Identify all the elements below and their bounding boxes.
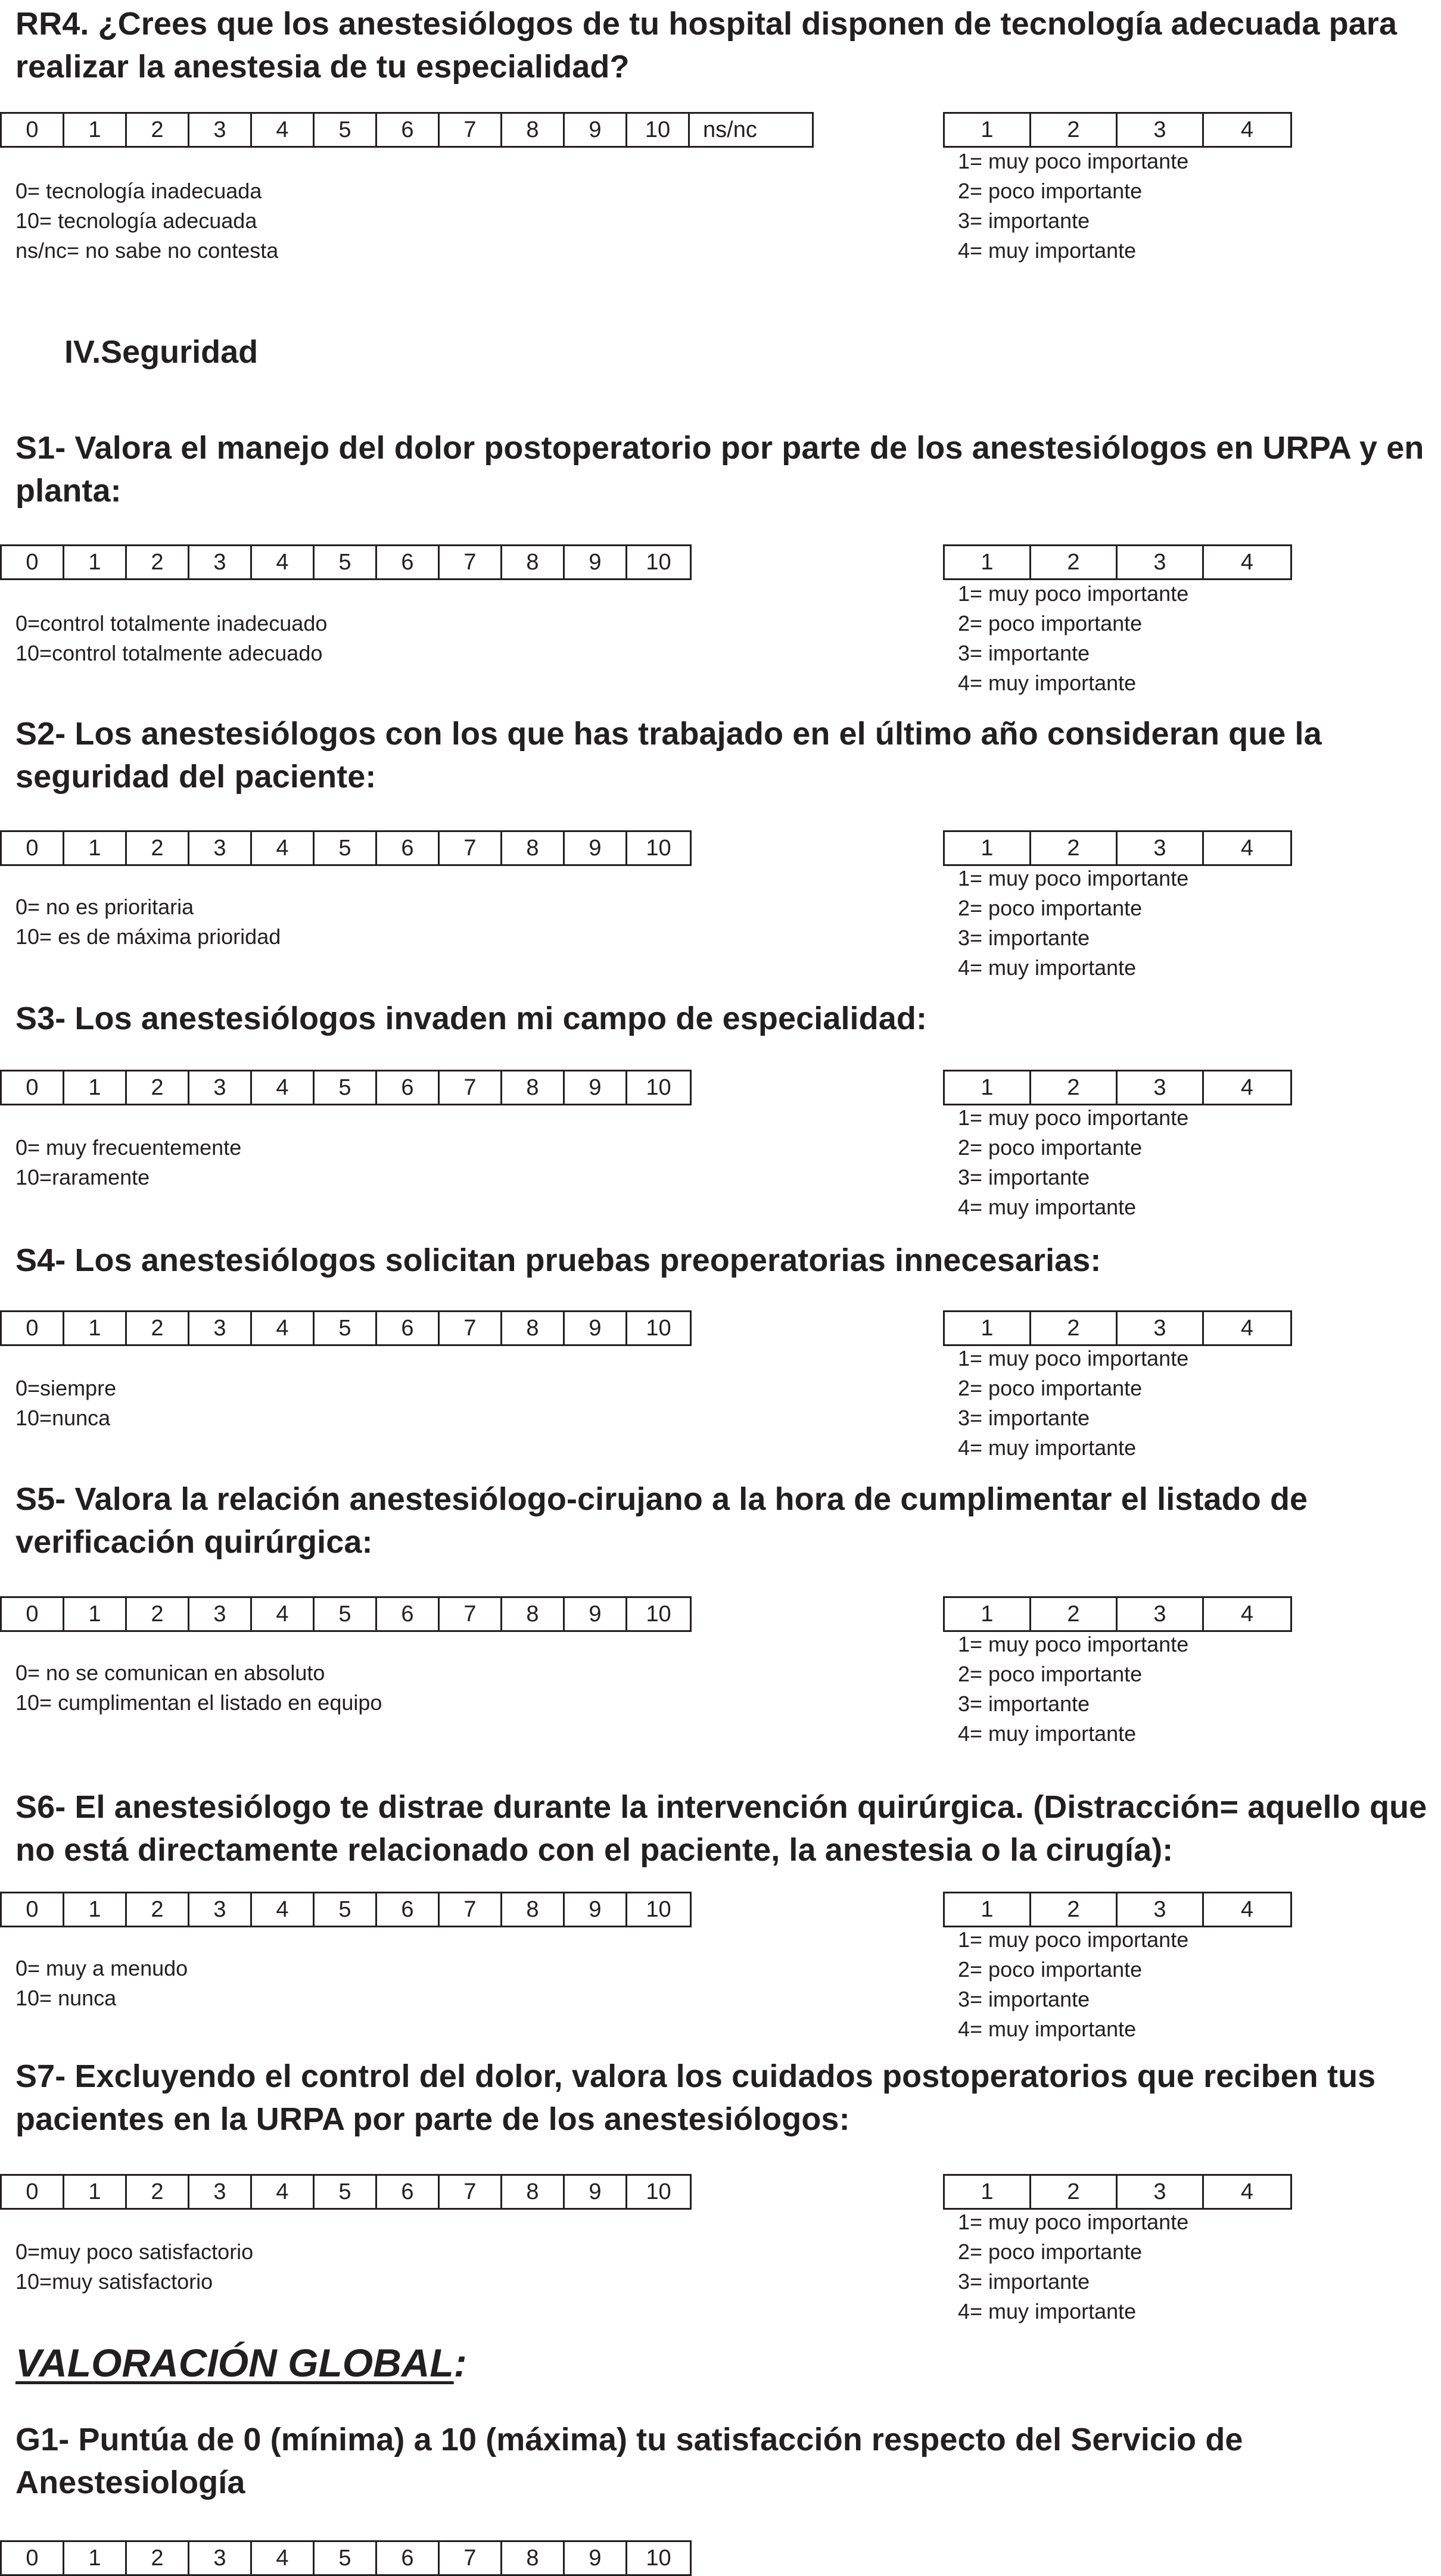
scale-option[interactable]: 2 [1031, 114, 1118, 146]
global-heading-text: VALORACIÓN GLOBAL [15, 2341, 454, 2385]
s3-score-scale [0, 1070, 692, 1105]
scale-option[interactable]: 2 [127, 1312, 189, 1344]
scale-option[interactable]: 4 [252, 2176, 315, 2208]
legend-line: 10=muy satisfactorio [15, 2269, 213, 2294]
scale-option[interactable]: 4 [252, 114, 315, 146]
scale-option[interactable]: 0 [2, 832, 64, 864]
scale-option[interactable]: 2 [1031, 832, 1118, 864]
scale-option[interactable]: 10 [646, 1897, 671, 1922]
scale-option[interactable]: 7 [440, 1893, 502, 1926]
scale-option[interactable]: 5 [315, 2542, 377, 2574]
legend-line: 10= cumplimentan el listado en equipo [15, 1690, 382, 1715]
question-s7: S7- Excluyendo el control del dolor, valora los cuidados postoperatorios que reciben tus pacientes en la URPA por parte de los anestesiólogos: [15, 2058, 1376, 2137]
legend-line: 3= importante [958, 926, 1090, 950]
s3-importance-scale [943, 1070, 1292, 1105]
legend-line: 2= poco importante [958, 1376, 1143, 1400]
scale-option[interactable]: 0 [2, 1312, 64, 1344]
scale-option[interactable]: 6 [377, 2542, 440, 2574]
scale-option[interactable]: 4 [1240, 1602, 1254, 1627]
s1-importance-legend [958, 579, 1188, 698]
legend-line: 10= es de máxima prioridad [15, 924, 281, 949]
scale-option[interactable]: 4 [1240, 1897, 1254, 1922]
scale-option[interactable]: 5 [315, 1071, 377, 1104]
scale-option[interactable]: 7 [440, 114, 502, 146]
scale-option[interactable]: 8 [502, 1598, 565, 1630]
legend-line: 2= poco importante [958, 611, 1143, 636]
scale-option[interactable]: 10 [646, 2179, 671, 2204]
legend-line: 2= poco importante [958, 1662, 1143, 1686]
legend-line: 10=nunca [15, 1406, 111, 1430]
legend-line: 4= muy importante [958, 238, 1137, 263]
scale-option[interactable]: 5 [315, 1893, 377, 1926]
legend-line: 2= poco importante [958, 1135, 1143, 1160]
scale-option[interactable]: 3 [189, 2542, 252, 2574]
scale-option[interactable]: 9 [565, 2542, 627, 2574]
s6-score-legend [15, 1954, 188, 2013]
scale-option[interactable]: 1 [64, 2176, 127, 2208]
scale-option[interactable]: 9 [565, 1071, 627, 1104]
scale-option[interactable]: 3 [189, 1598, 252, 1630]
legend-line: 1= muy poco importante [958, 149, 1189, 173]
section-heading-seguridad: IV.Seguridad [64, 334, 259, 370]
scale-option-nsnc[interactable]: ns/nc [703, 117, 757, 142]
scale-option[interactable]: 4 [252, 1893, 315, 1926]
scale-option[interactable]: 4 [252, 832, 315, 864]
s3-score-legend [15, 1133, 241, 1192]
scale-option[interactable]: 2 [127, 546, 189, 578]
scale-option[interactable]: 7 [440, 1071, 502, 1104]
legend-line: 3= importante [958, 641, 1090, 665]
scale-option[interactable]: 3 [189, 832, 252, 864]
scale-option[interactable]: 1 [945, 1893, 1031, 1926]
scale-option[interactable]: 6 [377, 1598, 440, 1630]
scale-option[interactable]: 1 [945, 2176, 1031, 2208]
scale-option[interactable]: 3 [1118, 1071, 1204, 1104]
scale-option[interactable]: 3 [1118, 114, 1204, 146]
scale-option[interactable]: 2 [1031, 1071, 1118, 1104]
scale-option[interactable]: 2 [127, 1893, 189, 1926]
scale-option[interactable]: 5 [315, 1598, 377, 1630]
scale-option[interactable]: 2 [1031, 1312, 1118, 1344]
scale-option[interactable]: 1 [945, 832, 1031, 864]
scale-option[interactable]: 9 [565, 1312, 627, 1344]
scale-option[interactable]: 9 [565, 1893, 627, 1926]
scale-option[interactable]: 6 [377, 546, 440, 578]
scale-option[interactable]: 2 [1031, 1598, 1118, 1630]
s1-score-scale [0, 544, 692, 580]
scale-option[interactable]: 9 [565, 1598, 627, 1630]
scale-option[interactable]: 10 [646, 836, 671, 861]
scale-option[interactable]: 3 [189, 1071, 252, 1104]
scale-option[interactable]: 6 [377, 1312, 440, 1344]
scale-option[interactable]: 4 [1240, 1075, 1254, 1100]
s4-importance-legend [958, 1344, 1188, 1463]
legend-line: 0= no se comunican en absoluto [15, 1661, 325, 1685]
scale-option[interactable]: 7 [440, 1598, 502, 1630]
s7-importance-scale [943, 2174, 1292, 2210]
scale-option[interactable]: 4 [252, 1071, 315, 1104]
question-rr4: RR4. ¿Crees que los anestesiólogos de tu hospital disponen de tecnología adecuada para realizar la anestesia de tu especialidad? [15, 6, 1398, 85]
legend-line: 4= muy importante [958, 671, 1137, 695]
scale-option[interactable]: 4 [252, 1598, 315, 1630]
scale-option[interactable]: 3 [1118, 546, 1204, 578]
scale-option[interactable]: 6 [377, 1893, 440, 1926]
scale-option[interactable]: 3 [189, 1893, 252, 1926]
legend-line: 4= muy importante [958, 955, 1137, 980]
s2-score-scale [0, 830, 692, 866]
scale-option[interactable]: 3 [1118, 1893, 1204, 1926]
legend-line: 1= muy poco importante [958, 2210, 1189, 2234]
scale-option[interactable]: 9 [565, 546, 627, 578]
scale-option[interactable]: 3 [1118, 1598, 1204, 1630]
question-s5: S5- Valora la relación anestesiólogo-cirujano a la hora de cumplimentar el listado de verificación quirúrgica: [15, 1481, 1308, 1560]
scale-option[interactable]: 0 [2, 1071, 64, 1104]
scale-option[interactable]: 7 [440, 546, 502, 578]
question-s2: S2- Los anestesiólogos con los que has trabajado en el último año consideran que la seguridad del paciente: [15, 716, 1322, 795]
scale-option[interactable]: 9 [565, 114, 627, 146]
s7-score-legend [15, 2237, 253, 2297]
scale-option[interactable]: 1 [64, 1893, 127, 1926]
s2-importance-legend [958, 864, 1188, 983]
scale-option[interactable]: 1 [945, 1071, 1031, 1104]
scale-option[interactable]: 4 [1240, 117, 1254, 142]
rr4-score-scale [0, 112, 814, 148]
scale-option[interactable]: 4 [252, 2542, 315, 2574]
legend-line: 10=raramente [15, 1165, 150, 1189]
s4-importance-scale [943, 1310, 1292, 1346]
s1-score-legend [15, 609, 327, 668]
scale-option[interactable]: 6 [377, 2176, 440, 2208]
scale-option[interactable]: 0 [2, 1893, 64, 1926]
s7-importance-legend [958, 2207, 1188, 2326]
scale-option[interactable]: 8 [502, 546, 565, 578]
scale-option[interactable]: 0 [2, 2176, 64, 2208]
s4-score-legend [15, 1373, 116, 1433]
scale-option[interactable]: 1 [64, 1312, 127, 1344]
scale-option[interactable]: 10 [646, 2546, 671, 2571]
legend-line: 0= tecnología inadecuada [15, 179, 262, 203]
scale-option[interactable]: 0 [2, 114, 64, 146]
scale-option[interactable]: 2 [127, 2176, 189, 2208]
legend-line: 1= muy poco importante [958, 1927, 1189, 1952]
scale-option[interactable]: 2 [1031, 2176, 1118, 2208]
scale-option[interactable]: 4 [1240, 2179, 1254, 2204]
scale-option[interactable]: 5 [315, 832, 377, 864]
scale-option[interactable]: 2 [127, 1071, 189, 1104]
scale-option[interactable]: 8 [502, 832, 565, 864]
scale-option[interactable]: 3 [1118, 832, 1204, 864]
scale-option[interactable]: 0 [2, 2542, 64, 2574]
scale-option[interactable]: 1 [945, 114, 1031, 146]
scale-option[interactable]: 1 [64, 114, 127, 146]
legend-line: 1= muy poco importante [958, 1346, 1189, 1370]
scale-option[interactable]: 2 [127, 832, 189, 864]
scale-option[interactable]: 6 [377, 114, 440, 146]
s7-score-scale [0, 2174, 692, 2210]
scale-option[interactable]: 8 [502, 114, 565, 146]
scale-option[interactable]: 0 [2, 546, 64, 578]
scale-option[interactable]: 8 [502, 1312, 565, 1344]
scale-option[interactable]: 4 [1240, 1316, 1254, 1341]
scale-option[interactable]: 6 [377, 1071, 440, 1104]
legend-line: 1= muy poco importante [958, 581, 1189, 606]
scale-option[interactable]: 4 [252, 546, 315, 578]
question-s4: S4- Los anestesiólogos solicitan pruebas preoperatorias innecesarias: [15, 1242, 1101, 1278]
scale-option[interactable]: 5 [315, 2176, 377, 2208]
scale-option[interactable]: 2 [127, 114, 189, 146]
s3-importance-legend [958, 1103, 1188, 1222]
scale-option[interactable]: 5 [315, 114, 377, 146]
scale-option[interactable]: 8 [502, 1893, 565, 1926]
scale-option[interactable]: 7 [440, 832, 502, 864]
legend-line: 10= tecnología adecuada [15, 208, 257, 233]
legend-line: 0=control totalmente inadecuado [15, 611, 328, 636]
legend-line: 1= muy poco importante [958, 1105, 1189, 1130]
legend-line: 2= poco importante [958, 896, 1143, 920]
scale-option[interactable]: 8 [502, 2542, 565, 2574]
scale-option[interactable]: 2 [127, 1598, 189, 1630]
legend-line: 0=muy poco satisfactorio [15, 2239, 254, 2264]
scale-option[interactable]: 1 [64, 1071, 127, 1104]
legend-line: 2= poco importante [958, 2239, 1143, 2264]
scale-option[interactable]: 2 [127, 2542, 189, 2574]
question-g1: G1- Puntúa de 0 (mínima) a 10 (máxima) tu satisfacción respecto del Servicio de Anestesiología [15, 2422, 1243, 2500]
s6-importance-legend [958, 1925, 1188, 2044]
scale-option[interactable]: 0 [2, 1598, 64, 1630]
scale-option[interactable]: 1 [945, 1312, 1031, 1344]
scale-option[interactable]: 4 [1240, 836, 1254, 861]
scale-option[interactable]: 6 [377, 832, 440, 864]
rr4-importance-scale [943, 112, 1292, 148]
scale-option[interactable]: 3 [1118, 1312, 1204, 1344]
scale-option[interactable]: 3 [1118, 2176, 1204, 2208]
scale-option[interactable]: 3 [189, 546, 252, 578]
scale-option[interactable]: 1 [64, 546, 127, 578]
scale-option[interactable]: 10 [627, 114, 690, 146]
s5-importance-scale [943, 1596, 1292, 1632]
question-s1: S1- Valora el manejo del dolor postoperatorio por parte de los anestesiólogos en URPA y en planta: [15, 430, 1424, 509]
legend-line: 4= muy importante [958, 1435, 1137, 1460]
legend-line: 0= muy frecuentemente [15, 1135, 242, 1160]
scale-option[interactable]: 10 [646, 1075, 671, 1100]
legend-line: 10=control totalmente adecuado [15, 641, 323, 665]
scale-option[interactable]: 4 [252, 1312, 315, 1344]
legend-line: 3= importante [958, 2269, 1090, 2294]
scale-option[interactable]: 9 [565, 2176, 627, 2208]
legend-line: 3= importante [958, 1165, 1090, 1189]
legend-line: 2= poco importante [958, 1957, 1143, 1982]
scale-option[interactable]: 2 [1031, 1893, 1118, 1926]
rr4-score-legend [15, 176, 278, 266]
question-s6: S6- El anestesiólogo te distrae durante la intervención quirúrgica. (Distracción= aquello que no está directamente relacionado con el paciente, la anestesia o la cirugía): [15, 1789, 1427, 1868]
legend-line: 0= no es prioritaria [15, 895, 194, 919]
legend-line: 10= nunca [15, 1986, 117, 2010]
legend-line: 3= importante [958, 1692, 1090, 1716]
s6-importance-scale [943, 1892, 1292, 1927]
s5-score-scale [0, 1596, 692, 1632]
scale-option[interactable]: 4 [1240, 550, 1254, 575]
scale-option[interactable]: 1 [64, 1598, 127, 1630]
legend-line: 3= importante [958, 1987, 1090, 2011]
s6-score-scale [0, 1892, 692, 1927]
scale-option[interactable]: 3 [189, 1312, 252, 1344]
s1-importance-scale [943, 544, 1292, 580]
s2-importance-scale [943, 830, 1292, 866]
legend-line: 0=siempre [15, 1376, 117, 1400]
question-s3: S3- Los anestesiólogos invaden mi campo de especialidad: [15, 1001, 928, 1036]
scale-option[interactable]: 1 [64, 832, 127, 864]
legend-line: 4= muy importante [958, 1195, 1137, 1219]
legend-line: 0= muy a menudo [15, 1956, 188, 1980]
legend-line: 3= importante [958, 208, 1090, 233]
scale-option[interactable]: 1 [945, 1598, 1031, 1630]
rr4-importance-legend [958, 147, 1188, 266]
s2-score-legend [15, 892, 281, 952]
s4-score-scale [0, 1310, 692, 1346]
scale-option[interactable]: 3 [189, 2176, 252, 2208]
scale-option[interactable]: 7 [440, 2542, 502, 2574]
legend-line: 2= poco importante [958, 179, 1143, 203]
scale-option[interactable]: 5 [315, 1312, 377, 1344]
scale-option[interactable]: 8 [502, 1071, 565, 1104]
legend-line: 4= muy importante [958, 1721, 1137, 1746]
scale-option[interactable]: 2 [1031, 546, 1118, 578]
legend-line: 1= muy poco importante [958, 1632, 1189, 1656]
scale-option[interactable]: 1 [64, 2542, 127, 2574]
scale-option[interactable]: 3 [189, 114, 252, 146]
s5-score-legend [15, 1658, 382, 1718]
global-heading-colon: : [453, 2341, 467, 2385]
s5-importance-legend [958, 1630, 1188, 1749]
scale-option[interactable]: 7 [440, 2176, 502, 2208]
scale-option[interactable]: 9 [565, 832, 627, 864]
scale-option[interactable]: 1 [945, 546, 1031, 578]
scale-option[interactable]: 5 [315, 546, 377, 578]
legend-line: 3= importante [958, 1406, 1090, 1430]
legend-line: 1= muy poco importante [958, 866, 1189, 890]
scale-option[interactable]: 8 [502, 2176, 565, 2208]
legend-line: 4= muy importante [958, 2299, 1137, 2323]
g1-score-scale [0, 2540, 692, 2576]
legend-line: 4= muy importante [958, 2017, 1137, 2041]
global-heading [15, 2341, 467, 2384]
legend-line: ns/nc= no sabe no contesta [15, 238, 279, 263]
scale-option[interactable]: 7 [440, 1312, 502, 1344]
scale-option[interactable]: 10 [646, 1602, 671, 1627]
scale-option[interactable]: 10 [646, 1316, 671, 1341]
scale-option[interactable]: 10 [646, 550, 671, 575]
